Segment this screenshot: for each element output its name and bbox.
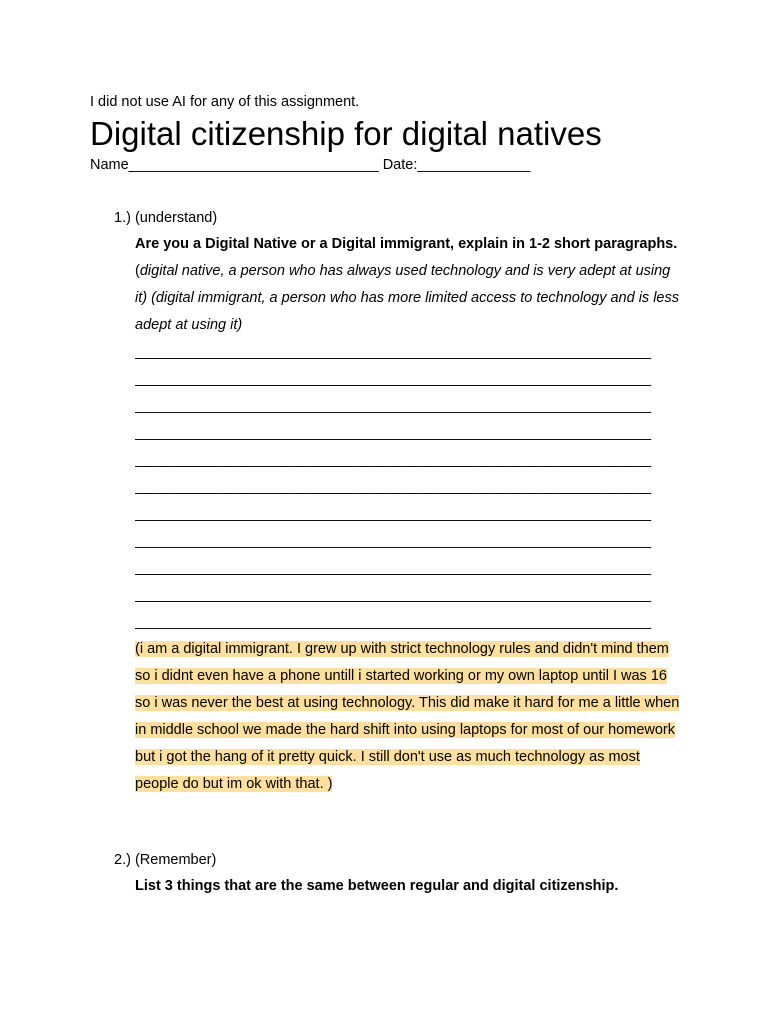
blank-line: ________________________________________________________________ xyxy=(135,371,652,387)
blank-line: ________________________________________________________________ xyxy=(135,344,652,360)
answer-blank-lines xyxy=(135,339,680,636)
blank-line: ________________________________________________________________ xyxy=(135,425,652,441)
question-2-body xyxy=(135,873,680,900)
blank-line: ________________________________________________________________ xyxy=(135,398,652,414)
question-1-tag: (understand) xyxy=(134,210,218,226)
question-1-body xyxy=(135,231,680,798)
question-1-prompt: Are you a Digital Native or a Digital immigrant, explain in 1-2 short paragraphs. xyxy=(135,236,678,252)
blank-line: ________________________________________________________________ xyxy=(135,614,652,630)
question-2-tag: (Remember) xyxy=(134,852,217,868)
blank-line: ________________________________________________________________ xyxy=(135,560,652,576)
hint-paren: ( xyxy=(135,263,140,279)
blank-line: ________________________________________________________________ xyxy=(135,533,652,549)
question-2-number: 2.) xyxy=(114,852,131,868)
ai-disclaimer: I did not use AI for any of this assignment. xyxy=(90,94,360,110)
blank-line: ________________________________________________________________ xyxy=(135,587,652,603)
question-1-number: 1.) xyxy=(114,210,131,226)
blank-line: ________________________________________________________________ xyxy=(135,452,652,468)
highlighted-answer-text: (i am a digital immigrant. I grew up with strict technology rules and didn't mind them so i didnt even have a phone untill i started working or my own laptop until I was 16 so i was never the best at using technology. This did make it hard for me a little when in middle school we made the hard shift into using laptops for most of our homework but i got the hang of it pretty quick. I still don't use as much technology as most people do but im ok with that. ) xyxy=(135,641,680,792)
blank-line: ________________________________________________________________ xyxy=(135,506,652,522)
page-title: Digital citizenship for digital natives xyxy=(90,115,602,152)
question-2-header xyxy=(114,851,216,869)
blank-line: ________________________________________________________________ xyxy=(135,479,652,495)
question-1-header xyxy=(114,209,217,227)
question-1-hint-text: digital native, a person who has always used technology and is very adept at using it) (digital immigrant, a person who has more limited access to technology and is less adept at using it) xyxy=(135,263,679,333)
question-1-hint xyxy=(135,258,680,339)
name-date-row: Name_______________________________ Date:______________ xyxy=(90,157,531,173)
question-2-prompt: List 3 things that are the same between regular and digital citizenship. xyxy=(135,878,619,894)
question-1-answer xyxy=(135,636,680,798)
